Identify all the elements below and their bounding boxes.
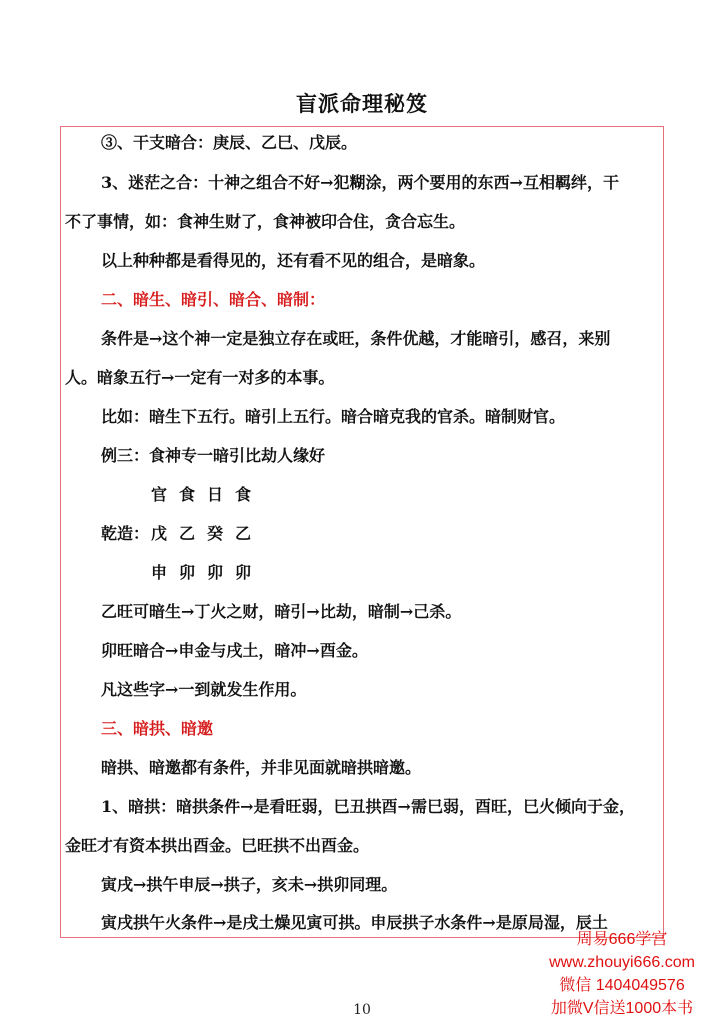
paragraph-line: 寅戌拱午火条件→是戌土燥见寅可拱。申辰拱子水条件→是原局湿，辰土	[101, 913, 608, 932]
section-heading: 三、暗拱、暗邀	[101, 719, 214, 738]
chart-cell: 乙	[179, 524, 196, 543]
watermark-line: www.zhouyi666.com	[549, 954, 695, 971]
bazi-chart-tengods-row	[101, 485, 263, 505]
content-frame	[60, 126, 664, 938]
paragraph-line: 寅戌→拱午申辰→拱子，亥未→拱卯同理。	[101, 875, 398, 894]
paragraph-line: 条件是→这个神一定是独立存在或旺，条件优越，才能暗引，感召，来别	[101, 329, 611, 348]
chart-cell: 癸	[207, 524, 224, 543]
chart-cell: 日	[207, 485, 224, 504]
chart-label: 乾造：	[101, 524, 150, 543]
section-heading: 二、暗生、暗引、暗合、暗制：	[101, 290, 326, 309]
page-number: 10	[353, 1002, 371, 1018]
chart-cell: 卯	[207, 563, 224, 582]
watermark-line: 加微V信送1000本书	[550, 1000, 694, 1017]
paragraph-line: 3、迷茫之合：十神之组合不好→犯糊涂，两个要用的东西→互相羁绊，干	[101, 173, 619, 192]
chart-cell: 食	[235, 485, 252, 504]
bazi-chart-branches-row	[101, 563, 263, 583]
paragraph-line: 卯旺暗合→申金与戌土，暗冲→酉金。	[101, 641, 368, 660]
chart-cell: 卯	[179, 563, 196, 582]
chart-cell: 乙	[235, 524, 252, 543]
chart-cell: 官	[151, 485, 168, 504]
chart-cell: 申	[151, 563, 168, 582]
paragraph-line: ③、干支暗合：庚辰、乙巳、戊辰。	[101, 133, 358, 152]
paragraph-line: 比如：暗生下五行。暗引上五行。暗合暗克我的官杀。暗制财官。	[101, 407, 566, 426]
chart-cell: 卯	[235, 563, 252, 582]
paragraph-line: 乙旺可暗生→丁火之财，暗引→比劫，暗制→己杀。	[101, 602, 462, 621]
watermark	[520, 928, 724, 1020]
paragraph-line: 暗拱、暗邀都有条件，并非见面就暗拱暗邀。	[101, 758, 422, 777]
paragraph-line: 1、暗拱：暗拱条件→是看旺弱，巳丑拱酉→需巳弱，酉旺，巳火倾向于金，	[101, 797, 635, 816]
page-title: 盲派命理秘笈	[296, 91, 428, 116]
chart-cell: 戊	[151, 524, 168, 543]
paragraph-line: 以上种种都是看得见的，还有看不见的组合，是暗象。	[101, 251, 486, 270]
bazi-chart-stems-row	[101, 524, 263, 544]
watermark-line: 周易666学宫	[576, 931, 668, 948]
paragraph-line: 金旺才有资本拱出酉金。巳旺拱不出酉金。	[65, 836, 370, 855]
chart-cell: 食	[179, 485, 196, 504]
paragraph-line: 人。暗象五行→一定有一对多的本事。	[65, 368, 335, 387]
paragraph-line: 例三：食神专一暗引比劫人缘好	[101, 446, 326, 465]
paragraph-line: 凡这些字→一到就发生作用。	[101, 680, 307, 699]
watermark-line: 微信 1404049576	[559, 977, 685, 994]
paragraph-line: 不了事情，如：食神生财了，食神被印合住，贪合忘生。	[65, 212, 466, 231]
